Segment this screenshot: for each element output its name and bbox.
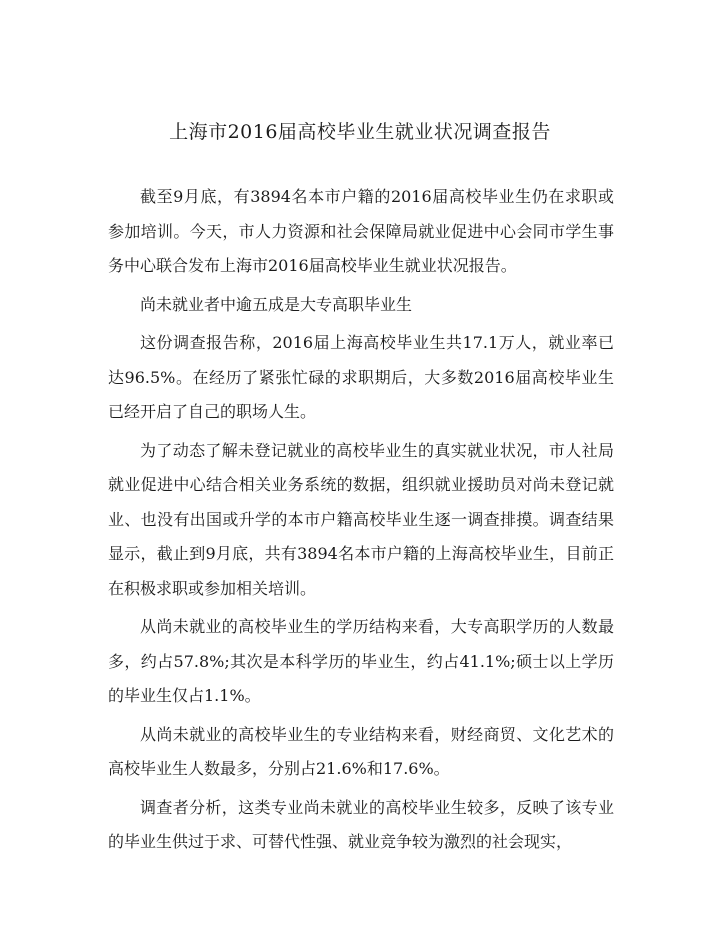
paragraph: 从尚未就业的高校毕业生的学历结构来看，大专高职学历的人数最多，约占57.8%;其次是本科学历的毕业生，约占41.1%;硕士以上学历的毕业生仅占1.1%。 — [108, 617, 614, 705]
paragraph: 截至9月底，有3894名本市户籍的2016届高校毕业生仍在求职或参加培训。今天，市人力资源和社会保障局就业促进中心会同市学生事务中心联合发布上海市2016届高校毕业生就业状况报告。 — [108, 187, 614, 275]
paragraph: 为了动态了解未登记就业的高校毕业生的真实就业状况，市人社局就业促进中心结合相关业务系统的数据，组织就业援助员对尚未登记就业、也没有出国或升学的本市户籍高校毕业生逐一调查排摸。调查结果显示，截止到9月底，共有3894名本市户籍的上海高校毕业生，目前正在积极求职或参加相关培训。 — [108, 440, 614, 598]
document-title: 上海市2016届高校毕业生就业状况调查报告 — [169, 121, 551, 143]
paragraph: 调查者分析，这类专业尚未就业的高校毕业生较多，反映了该专业的毕业生供过于求、可替代性强、就业竞争较为激烈的社会现实， — [108, 797, 614, 851]
document-body — [108, 180, 614, 864]
section-heading: 尚未就业者中逾五成是大专高职毕业生 — [140, 294, 413, 314]
paragraph: 这份调查报告称，2016届上海高校毕业生共17.1万人，就业率已达96.5%。在经历了紧张忙碌的求职期后，大多数2016届高校毕业生已经开启了自己的职场人生。 — [108, 333, 614, 421]
paragraph: 从尚未就业的高校毕业生的专业结构来看，财经商贸、文化艺术的高校毕业生人数最多，分别占21.6%和17.6%。 — [108, 724, 614, 778]
